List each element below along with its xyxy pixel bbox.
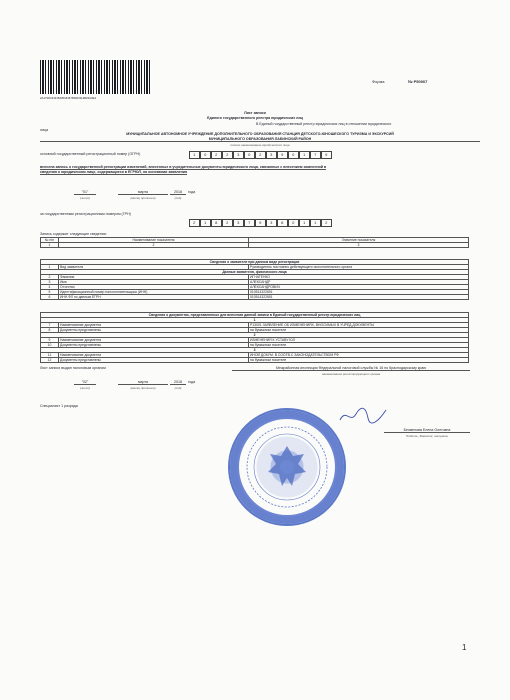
row-label: Документы представлены xyxy=(59,343,249,348)
barcode xyxy=(40,60,150,94)
row-value: АЛЕКСАНДР xyxy=(249,280,469,285)
signer-caption: Подпись, Фамилия, инициалы xyxy=(406,434,448,438)
grn-digit: 2 xyxy=(321,219,333,227)
date2-year: 2018 xyxy=(170,380,186,385)
ogrn-digit: 2 xyxy=(211,151,223,159)
date1-year: 2018 xyxy=(170,190,186,195)
col-name: Наименование показателя xyxy=(59,238,249,243)
row-value: Руководитель постоянно действующего исполнительного органа xyxy=(249,265,469,270)
form-number: № Р50007 xyxy=(408,79,428,84)
org-name-caption: полное наименование юридического лица xyxy=(230,143,290,147)
col-num: № п/п xyxy=(41,238,59,243)
grn-digit: 3 xyxy=(266,219,278,227)
barcode-number: 2A173D1643184351846769923112B231DE4 xyxy=(40,96,97,100)
issued-label: Лист записи выдан налоговым органом xyxy=(40,366,106,370)
row-value: 010514322651 xyxy=(249,295,469,300)
date2-cap-month: (месяц прописью) xyxy=(130,386,156,390)
ogrn-digit: 0 xyxy=(288,151,300,159)
grn-digit: 7 xyxy=(244,219,256,227)
ogrn-digit: 0 xyxy=(244,151,256,159)
date1-cap-day: (число) xyxy=(79,196,91,200)
entry-text-2: сведения о юридическом лице, содержащиеся в ЕГРЮЛ, на основании заявления xyxy=(40,170,188,174)
row-value: на бумажном носителе xyxy=(249,358,469,363)
row-value: 010514322651 xyxy=(249,290,469,295)
intro-line-1: В Единый государственный реестр юридических лиц в отношении юридического xyxy=(256,122,392,126)
ogrn-digit: 3 xyxy=(266,151,278,159)
date1-cap-year: (год) xyxy=(174,196,182,200)
row-label: ИНН ФЛ по данным ЕГРН xyxy=(59,295,249,300)
row-label: Фамилия xyxy=(59,275,249,280)
date1-month: марта xyxy=(118,190,168,195)
grn-label: за государственным регистрационным номером (ГРН) xyxy=(40,212,131,216)
row-number: 4 xyxy=(41,285,59,290)
official-seal xyxy=(228,408,346,526)
ogrn-digit: 1 xyxy=(189,151,201,159)
ogrn-label: основной государственный регистрационный номер (ОГРН) xyxy=(40,152,141,156)
grn-digit: 8 xyxy=(277,219,289,227)
org-name-line-1: МУНИЦИПАЛЬНОЕ АВТОНОМНОЕ УЧРЕЖДЕНИЕ ДОПОЛНИТЕЛЬНОГО ОБРАЗОВАНИЯ СТАНЦИЯ ДЕТСКОГО-ЮНОШЕСКОГО ТУРИЗМА И ЭКСКУРСИЙ xyxy=(126,132,394,136)
authority-caption: наименование регистрирующего органа xyxy=(321,372,381,376)
section2-title: Сведения о документах, представленных для внесения данной записи в Единый государственный реестр юридических лиц xyxy=(41,313,469,318)
section1b-title: Данные заявителя, физического лица xyxy=(41,270,469,275)
row-number: 7 xyxy=(41,323,59,328)
ogrn-digit: 2 xyxy=(255,151,267,159)
row-label: Имя xyxy=(59,280,249,285)
document-row xyxy=(41,358,469,363)
row-label: Документы представлены xyxy=(59,358,249,363)
specialist-label: Специалист 1 разряда xyxy=(40,404,78,408)
grn-digit: 2 xyxy=(189,219,201,227)
date1-suffix: года xyxy=(188,190,196,194)
row-label: Вид заявителя xyxy=(59,265,249,270)
ogrn-digit: 9 xyxy=(277,151,289,159)
row-number: 11 xyxy=(41,353,59,358)
row-number: 2 xyxy=(41,275,59,280)
ogrn-digit: 7 xyxy=(310,151,322,159)
date1-cap-month: (месяц прописью) xyxy=(130,196,156,200)
row-number: 12 xyxy=(41,358,59,363)
grn-digit: 0 xyxy=(288,219,300,227)
header-table xyxy=(40,237,469,248)
contains-label: Запись содержит следующие сведения: xyxy=(40,232,107,236)
ogrn-digit: 0 xyxy=(200,151,212,159)
row-label: Наименование документа xyxy=(59,338,249,343)
entry-text-1: внесена запись о государственной регистрации изменений, внесенных в учредительные документы юридического лица, связанных с внесением изменений в xyxy=(40,165,327,169)
row-value: на бумажном носителе xyxy=(249,328,469,333)
row-value: АЛЕКСАНДРОВИЧ xyxy=(249,285,469,290)
row-label: Наименование документа xyxy=(59,323,249,328)
row-value: на бумажном носителе xyxy=(249,343,469,348)
form-label: Форма xyxy=(372,79,385,84)
row-number: 3 xyxy=(41,280,59,285)
date2-cap-year: (год) xyxy=(174,386,182,390)
row-number: 10 xyxy=(41,343,59,348)
authority-name: Межрайонная инспекция Федеральной налоговой службы № 16 по Краснодарскому краю xyxy=(232,366,470,371)
grn-digit: 3 xyxy=(233,219,245,227)
col-idx-1: 1 xyxy=(41,243,59,248)
applicant-table xyxy=(40,259,469,300)
doc-group-number: 3 xyxy=(41,348,469,353)
ogrn-boxes xyxy=(189,151,332,159)
row-number: 8 xyxy=(41,328,59,333)
intro-line-2: лица xyxy=(40,128,49,132)
col-idx-2: 2 xyxy=(59,243,249,248)
grn-digit: 1 xyxy=(299,219,311,227)
person-row xyxy=(41,295,469,300)
ogrn-digit: 1 xyxy=(299,151,311,159)
doc-group-number: 2 xyxy=(41,333,469,338)
section1-title: Сведения о заявителе при данном виде регистрации xyxy=(41,260,469,265)
date2-cap-day: (число) xyxy=(79,386,91,390)
row-label: Документы представлены xyxy=(59,328,249,333)
row-number: 1 xyxy=(41,265,59,270)
row-label: Идентификационный номер налогоплательщика (ИНН) xyxy=(59,290,249,295)
col-idx-3: 3 xyxy=(249,243,469,248)
row-number: 5 xyxy=(41,290,59,295)
date2-month: марта xyxy=(118,380,168,385)
date1-day: "01" xyxy=(74,190,96,195)
row-value: Р13001 ЗАЯВЛЕНИЕ ОБ ИЗМЕНЕНИЯХ, ВНОСИМЫХ В УЧРЕД.ДОКУМЕНТЫ xyxy=(249,323,469,328)
col-value: Значение показателя xyxy=(249,238,469,243)
row-number: 9 xyxy=(41,338,59,343)
row-value: ИНОЙ ДОКУМ. В СООТВ.С ЗАКОНОДАТЕЛЬСТВОМ РФ xyxy=(249,353,469,358)
doc-group-number: 1 xyxy=(41,318,469,323)
signer-name: Безменова Елена Олеговна xyxy=(384,428,470,433)
grn-digit: 9 xyxy=(255,219,267,227)
date2-day: "02" xyxy=(74,380,96,385)
row-label: Отчество xyxy=(59,285,249,290)
date2-suffix: года xyxy=(188,380,196,384)
row-number: 6 xyxy=(41,295,59,300)
grn-digit: 1 xyxy=(200,219,212,227)
org-name-line-2: МУНИЦИПАЛЬНОГО ОБРАЗОВАНИЯ ЛАБИНСКИЙ РАЙОН xyxy=(40,137,480,142)
ogrn-digit: 9 xyxy=(321,151,333,159)
page-number: 1 xyxy=(462,643,467,652)
ogrn-digit: 3 xyxy=(233,151,245,159)
row-label: Наименование документа xyxy=(59,353,249,358)
doc-title: Лист записи xyxy=(244,111,266,115)
doc-subtitle: Единого государственного реестра юридических лиц xyxy=(207,116,303,120)
seal-emblem-icon xyxy=(230,410,344,524)
row-value: ИЗМЕНЕНИЯ К УСТАВУ ЮЛ xyxy=(249,338,469,343)
grn-digit: 1 xyxy=(310,219,322,227)
grn-digit: 2 xyxy=(222,219,234,227)
row-value: ИГНАТЕНКО xyxy=(249,275,469,280)
grn-digit: 8 xyxy=(211,219,223,227)
signature-icon xyxy=(338,404,388,426)
grn-boxes xyxy=(189,219,332,227)
ogrn-digit: 2 xyxy=(222,151,234,159)
documents-table xyxy=(40,312,469,363)
